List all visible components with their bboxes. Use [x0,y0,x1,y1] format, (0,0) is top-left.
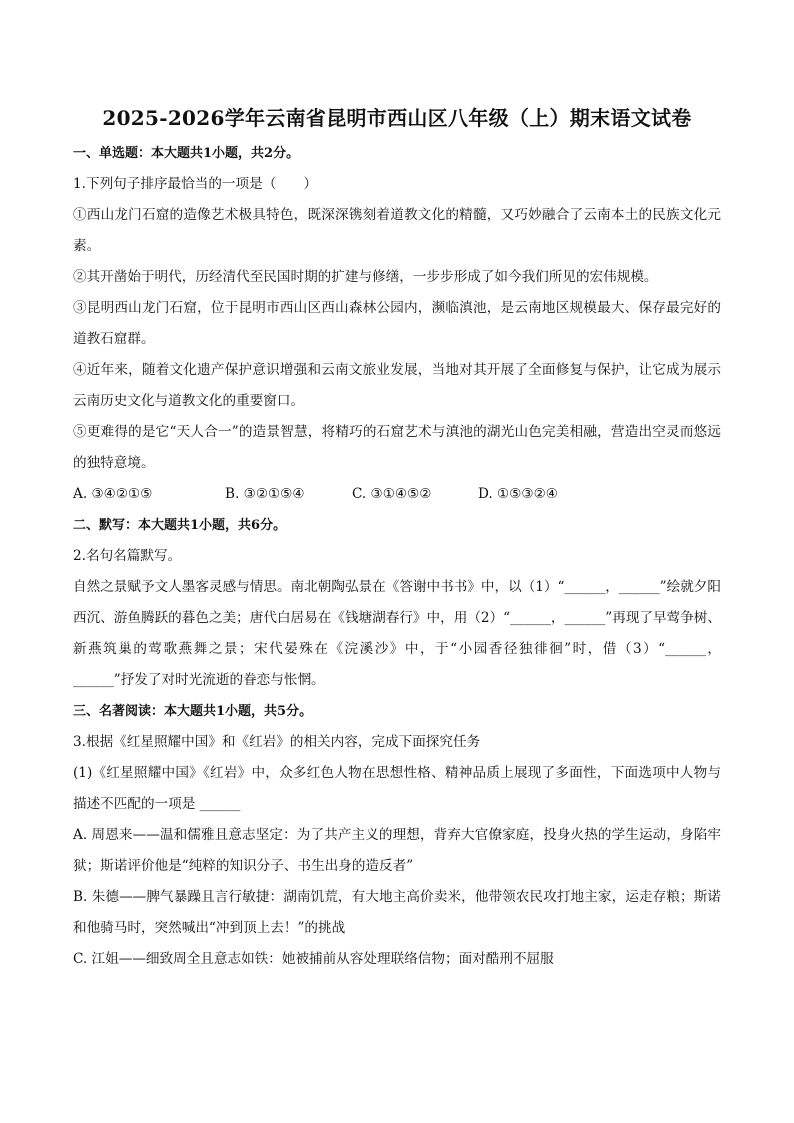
section-header-classics-reading: 三、名著阅读：本大题共1小题，共5分。 [73,704,313,719]
sentence-item-2: ②其开凿始于明代，历经清代至民国时期的扩建与修缮，一步步形成了如今我们所见的宏伟规模。 [73,269,658,285]
sentence-item-4: ④近年来，随着文化遗产保护意识增强和云南文旅业发展，当地对其开展了全面修复与保护，让它成为展示云南历史文化与道教文化的重要窗口。 [73,362,721,409]
option-c[interactable]: C. ③①④⑤② [352,486,432,502]
exam-page [73,100,721,975]
choice-a[interactable]: A. 周恩来——温和儒雅且意志坚定：为了共产主义的理想，背弃大官僚家庭，投身火热的学生运动，身陷牢狱；斯诺评价他是“纯粹的知识分子、书生出身的造反者” [73,827,721,874]
sentence-item-5: ⑤更难得的是它“天人合一”的造景智慧，将精巧的石窟艺术与滇池的湖光山色完美相融，营造出空灵而悠远的独特意境。 [73,424,721,471]
sentence-item-1: ①西山龙门石窟的造像艺术极具特色，既深深镌刻着道教文化的精髓，又巧妙融合了云南本土的民族文化元素。 [73,207,721,254]
question-2-passage: 自然之景赋予文人墨客灵感与情思。南北朝陶弘景在《答谢中书书》中，以（1）“______，______”绘就夕阳西沉、游鱼腾跃的暮色之美；唐代白居易在《钱塘湖春行》中，用（2）“______，______”再现了早莺争树、新燕筑巢的莺歌燕舞之景；宋代晏殊在《浣溪沙》中，于“小园香径独徘徊”时，借（3）“______，______”抒发了对时光流逝的眷恋与怅惘。 [73,579,721,688]
section-header-dictation: 二、默写：本大题共1小题，共6分。 [73,518,287,533]
option-a[interactable]: A. ③④②①⑤ [73,486,153,502]
choice-c[interactable]: C. 江姐——细致周全且意志如铁：她被捕前从容处理联络信物；面对酷刑不屈服 [73,951,554,967]
choice-b[interactable]: B. 朱德——脾气暴躁且言行敏捷：湖南饥荒，有大地主高价卖米，他带领农民攻打地主家，运走存粮；斯诺和他骑马时，突然喊出“冲到顶上去！”的挑战 [73,889,721,936]
question-3-stem: 3.根据《红星照耀中国》和《红岩》的相关内容，完成下面探究任务 [73,734,481,750]
question-3-sub-1: (1)《红星照耀中国》《红岩》中，众多红色人物在思想性格、精神品质上展现了多面性，下面选项中人物与描述不匹配的一项是 ______ [73,765,721,812]
section-header-single-choice: 一、单选题：本大题共1小题，共2分。 [73,146,300,161]
option-d[interactable]: D. ①⑤③②④ [478,486,558,502]
sentence-item-3: ③昆明西山龙门石窟，位于昆明市西山区西山森林公园内，濒临滇池，是云南地区规模最大、保存最完好的道教石窟群。 [73,300,721,347]
option-b[interactable]: B. ③②①⑤④ [225,486,305,502]
question-2-stem: 2.名句名篇默写。 [73,548,182,564]
question-1-stem: 1.下列句子排序最恰当的一项是（ ） [73,176,318,192]
exam-title: 2025-2026学年云南省昆明市西山区八年级（上）期末语文试卷 [102,106,692,130]
question-1-options [73,479,721,510]
